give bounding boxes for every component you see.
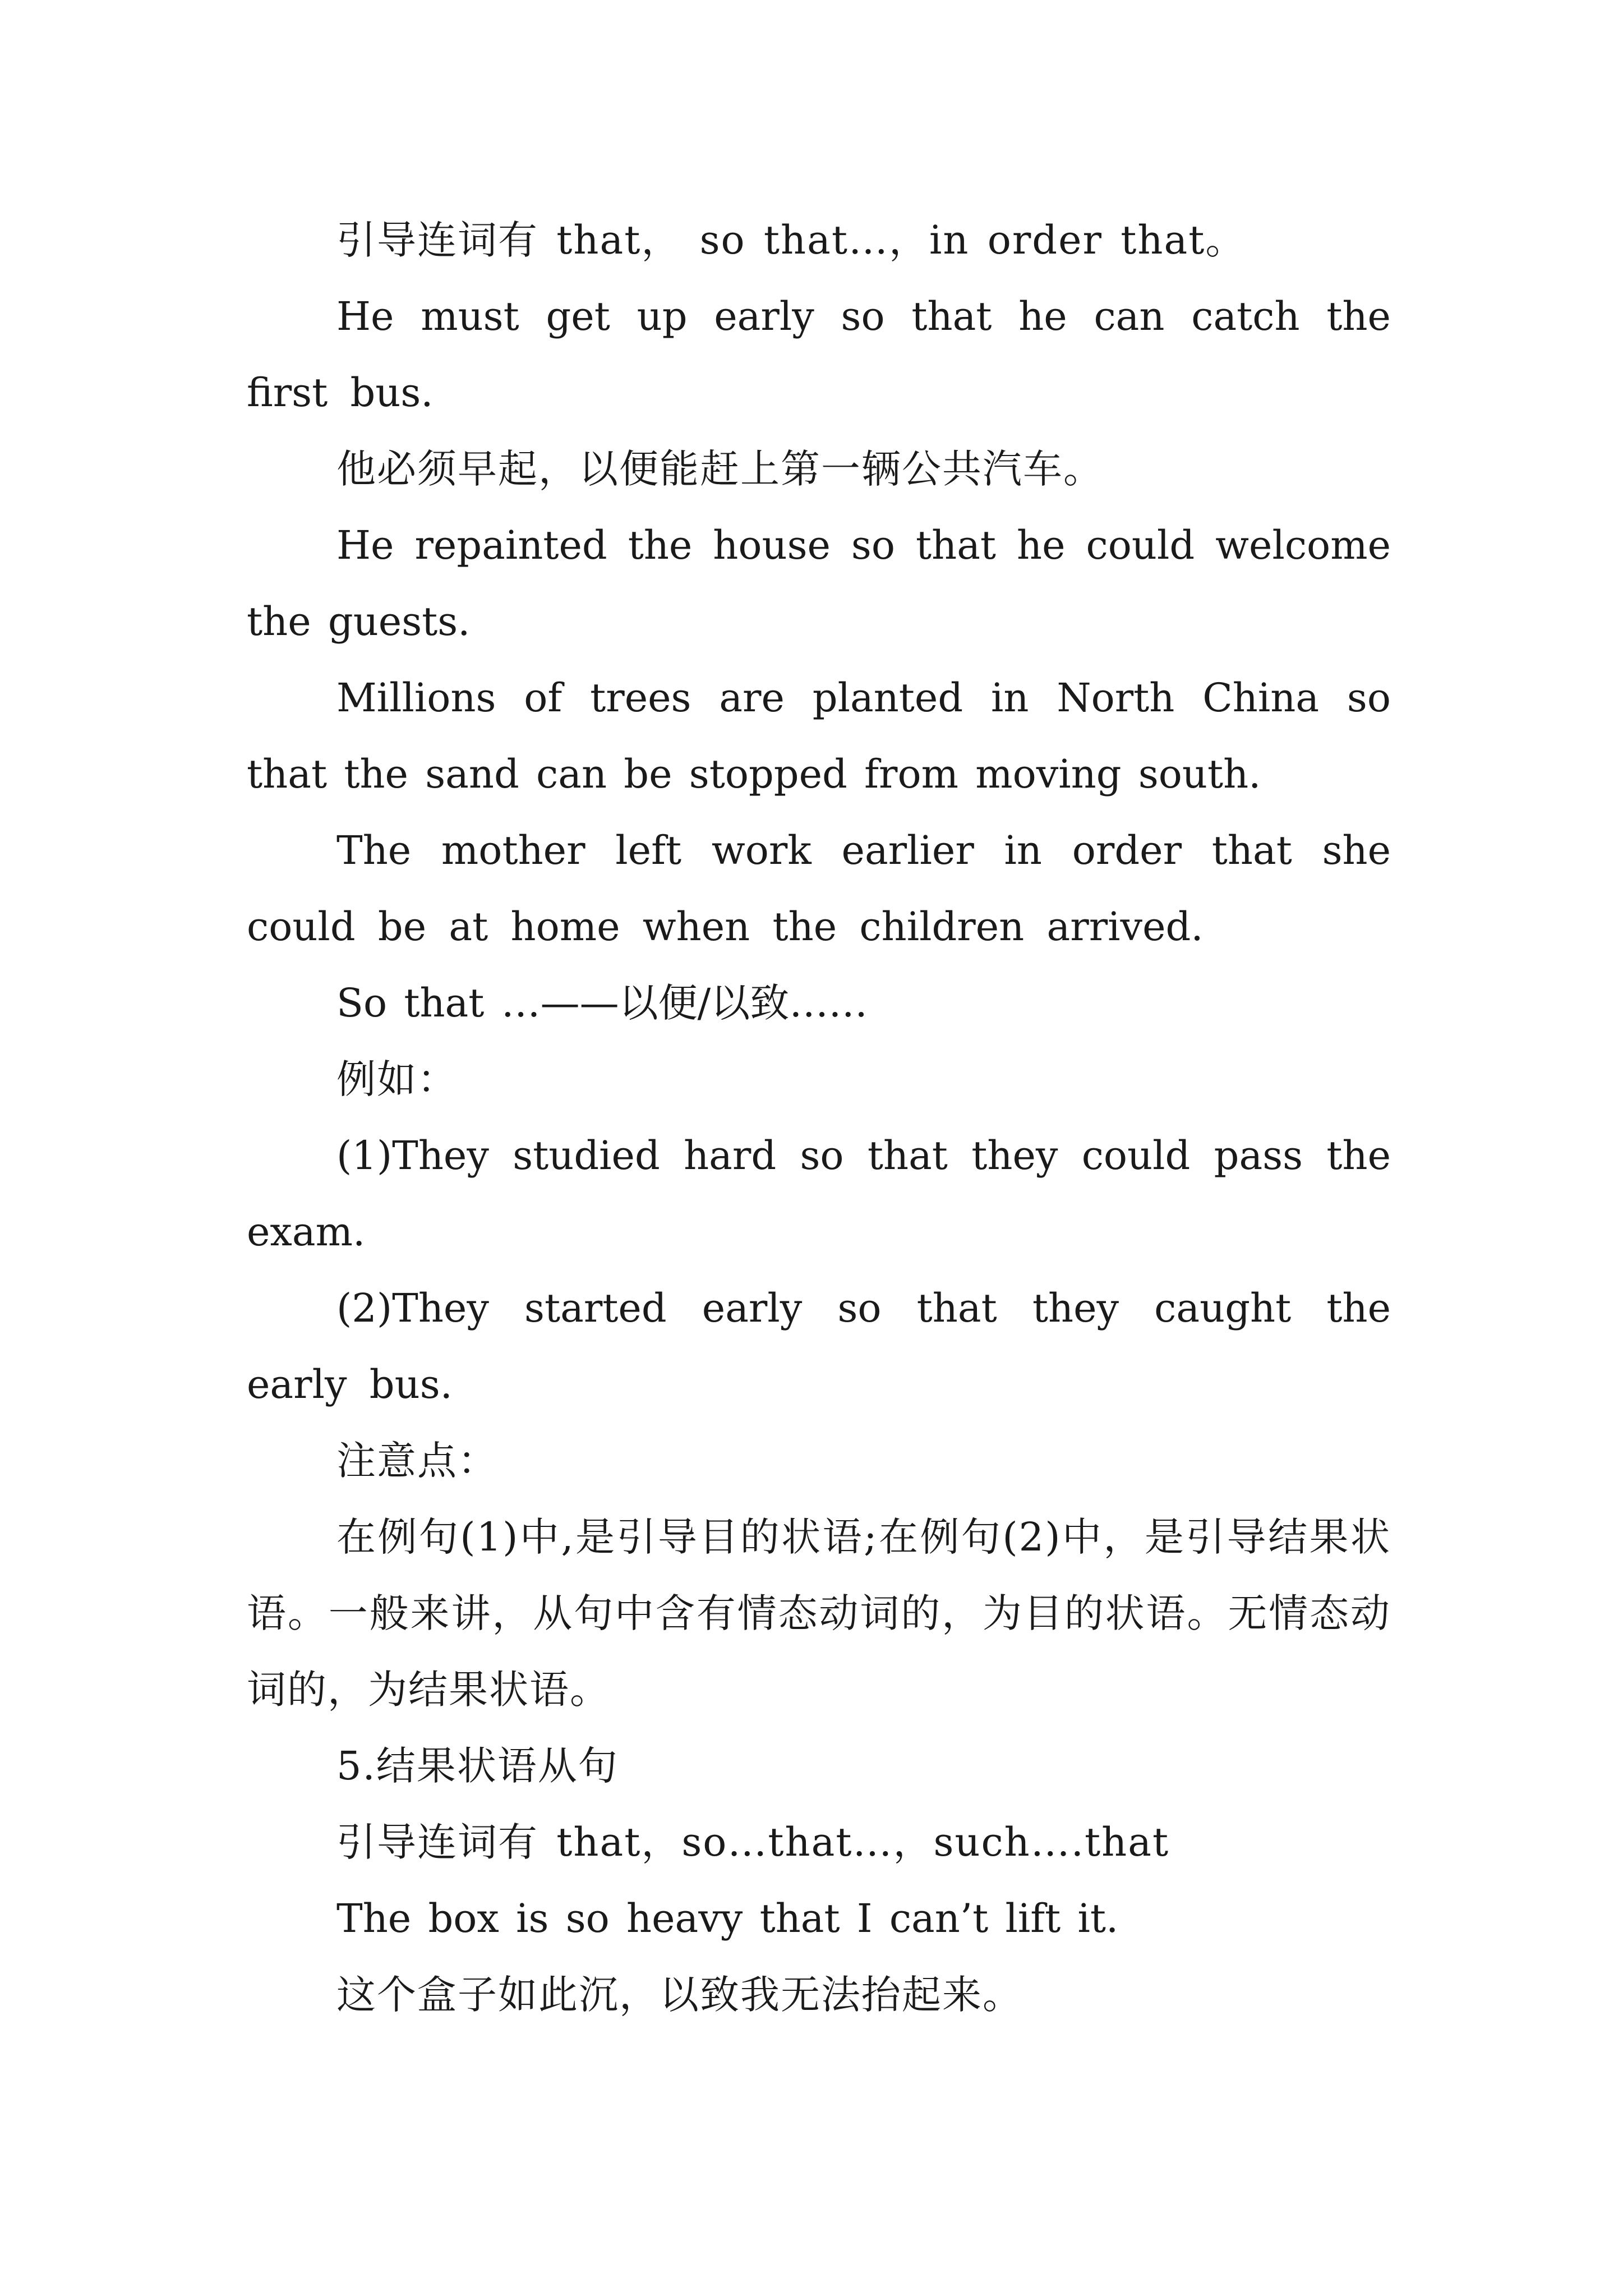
paragraph-translation-bus: 他必须早起，以便能赶上第一辆公共汽车。	[336, 446, 1104, 492]
paragraph-example-2: (2)They started early so that they caught the early bus.	[247, 1285, 1391, 1407]
paragraph-conjunctions-purpose: 引导连词有 that， so that…，in order that。	[336, 217, 1246, 263]
paragraph-example-1: (1)They studied hard so that they could pass the exam.	[247, 1133, 1391, 1255]
paragraph-example-bus: He must get up early so that he can catch the first bus.	[247, 293, 1391, 416]
paragraph-example-repainted: He repainted the house so that he could welcome the guests.	[247, 522, 1391, 645]
paragraph-so-that-meaning: So that …——以便/以致……	[336, 980, 868, 1026]
section-heading-result-clause: 5.结果状语从句	[336, 1743, 619, 1789]
paragraph-translation-box: 这个盒子如此沉，以致我无法抬起来。	[336, 1972, 1023, 2018]
paragraph-note-heading: 注意点：	[336, 1438, 498, 1484]
paragraph-example-box: The box is so heavy that I can’t lift it.	[336, 1895, 1119, 1941]
document-body	[247, 202, 1391, 2033]
paragraph-example-mother: The mother left work earlier in order that she could be at home when the children arrived.	[247, 827, 1391, 950]
paragraph-for-example-heading: 例如：	[336, 1056, 458, 1102]
paragraph-conjunctions-result: 引导连词有 that，so…that…，such….that	[336, 1819, 1170, 1865]
paragraph-example-trees: Millions of trees are planted in North China so that the sand can be stopped from moving south.	[247, 675, 1391, 797]
paragraph-note-body: 在例句(1)中,是引导目的状语;在例句(2)中，是引导结果状语。一般来讲，从句中含有情态动词的，为目的状语。无情态动词的，为结果状语。	[247, 1514, 1391, 1713]
